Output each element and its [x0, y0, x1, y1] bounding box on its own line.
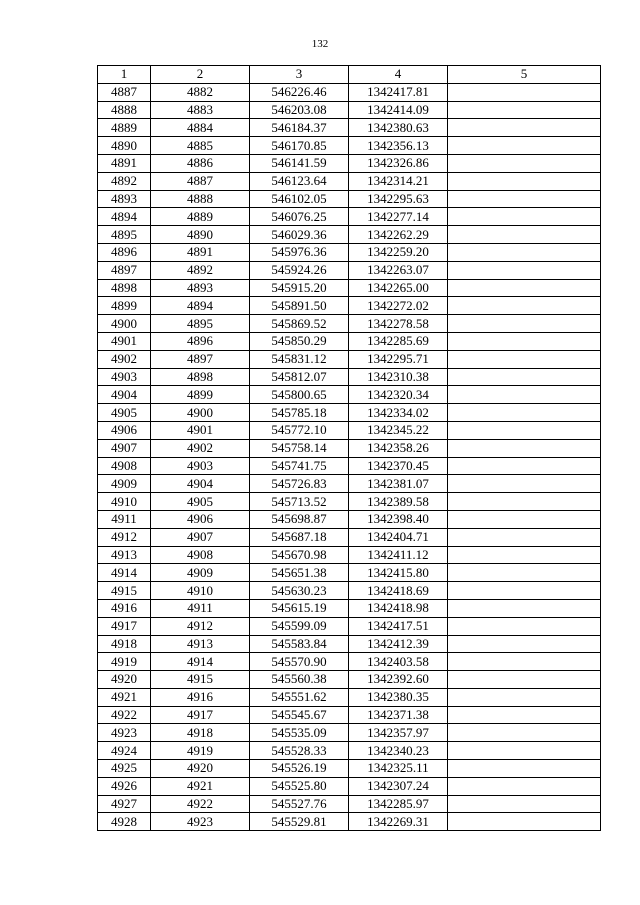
table-cell [448, 261, 601, 279]
table-cell: 545527.76 [250, 795, 349, 813]
table-cell [448, 243, 601, 261]
table-cell: 4916 [98, 599, 151, 617]
table-cell: 4920 [151, 760, 250, 778]
table-cell: 546226.46 [250, 83, 349, 101]
table-row [98, 101, 601, 119]
table-body [98, 83, 601, 830]
table-cell: 545800.65 [250, 386, 349, 404]
table-row [98, 208, 601, 226]
table-row [98, 243, 601, 261]
table-cell [448, 528, 601, 546]
table-row [98, 582, 601, 600]
table-cell: 545891.50 [250, 297, 349, 315]
table-cell: 545630.23 [250, 582, 349, 600]
table-cell [448, 795, 601, 813]
table-cell [448, 457, 601, 475]
table-cell: 545551.62 [250, 688, 349, 706]
table-cell: 4895 [98, 226, 151, 244]
table-cell: 4895 [151, 315, 250, 333]
table-cell: 4898 [151, 368, 250, 386]
table-cell [448, 760, 601, 778]
table-row [98, 724, 601, 742]
table-cell: 4912 [98, 528, 151, 546]
coordinates-table [97, 65, 601, 831]
table-cell: 545687.18 [250, 528, 349, 546]
table-row [98, 457, 601, 475]
table-cell: 4912 [151, 617, 250, 635]
table-cell: 1342418.98 [349, 599, 448, 617]
table-cell: 4900 [98, 315, 151, 333]
table-cell: 4884 [151, 119, 250, 137]
table-row [98, 404, 601, 422]
table-cell: 4906 [151, 510, 250, 528]
table-cell: 4925 [98, 760, 151, 778]
table-row [98, 297, 601, 315]
table-cell: 546141.59 [250, 154, 349, 172]
table-row [98, 510, 601, 528]
table-cell [448, 671, 601, 689]
table-row [98, 386, 601, 404]
table-cell [448, 208, 601, 226]
table-cell: 4922 [98, 706, 151, 724]
table-cell: 545528.33 [250, 742, 349, 760]
table-cell: 1342310.38 [349, 368, 448, 386]
table-row [98, 777, 601, 795]
table-cell [448, 297, 601, 315]
table-cell: 4923 [98, 724, 151, 742]
table-cell: 546076.25 [250, 208, 349, 226]
table-cell: 1342370.45 [349, 457, 448, 475]
table-cell: 1342392.60 [349, 671, 448, 689]
table-cell: 4883 [151, 101, 250, 119]
table-cell: 545545.67 [250, 706, 349, 724]
table-cell: 4916 [151, 688, 250, 706]
table-cell: 4922 [151, 795, 250, 813]
table-cell: 4913 [98, 546, 151, 564]
table-row [98, 439, 601, 457]
table-cell: 4921 [98, 688, 151, 706]
table-cell: 4910 [151, 582, 250, 600]
table-cell [448, 813, 601, 831]
table-cell [448, 742, 601, 760]
table-cell: 545741.75 [250, 457, 349, 475]
table-row [98, 475, 601, 493]
table-header-row [98, 66, 601, 84]
table-cell: 4919 [151, 742, 250, 760]
table-cell: 4903 [151, 457, 250, 475]
table-cell: 4918 [98, 635, 151, 653]
table-cell: 4911 [151, 599, 250, 617]
table-cell: 4889 [151, 208, 250, 226]
table-cell: 1342356.13 [349, 137, 448, 155]
table-cell: 4893 [151, 279, 250, 297]
table-cell: 546203.08 [250, 101, 349, 119]
table-cell [448, 617, 601, 635]
table-cell: 545772.10 [250, 421, 349, 439]
table-cell: 4902 [151, 439, 250, 457]
table-cell: 4923 [151, 813, 250, 831]
table-cell: 4899 [98, 297, 151, 315]
table-cell: 4927 [98, 795, 151, 813]
table-row [98, 190, 601, 208]
table-cell: 4905 [151, 493, 250, 511]
table-cell [448, 653, 601, 671]
table-row [98, 350, 601, 368]
table-cell: 4896 [98, 243, 151, 261]
column-header: 3 [250, 66, 349, 84]
table-cell [448, 386, 601, 404]
table-cell [448, 421, 601, 439]
table-cell: 4917 [151, 706, 250, 724]
table-row [98, 154, 601, 172]
table-cell [448, 706, 601, 724]
page-number: 132 [311, 38, 329, 50]
table-cell [448, 439, 601, 457]
table-cell: 4894 [98, 208, 151, 226]
table-cell: 545850.29 [250, 332, 349, 350]
table-cell: 4910 [98, 493, 151, 511]
table-row [98, 671, 601, 689]
table-row [98, 635, 601, 653]
table-row [98, 528, 601, 546]
table-row [98, 813, 601, 831]
table-cell: 4887 [98, 83, 151, 101]
table-cell: 1342404.71 [349, 528, 448, 546]
table-cell: 1342340.23 [349, 742, 448, 760]
table-cell [448, 599, 601, 617]
table-cell: 545713.52 [250, 493, 349, 511]
table-row [98, 795, 601, 813]
table-cell: 4911 [98, 510, 151, 528]
table-cell: 4908 [151, 546, 250, 564]
table-cell: 4890 [98, 137, 151, 155]
table-cell: 1342272.02 [349, 297, 448, 315]
table-cell: 545924.26 [250, 261, 349, 279]
table-cell: 1342381.07 [349, 475, 448, 493]
table-cell: 545869.52 [250, 315, 349, 333]
table-cell: 1342326.86 [349, 154, 448, 172]
table-row [98, 599, 601, 617]
table-cell: 545915.20 [250, 279, 349, 297]
table-row [98, 368, 601, 386]
table-cell [448, 475, 601, 493]
table-cell: 1342358.26 [349, 439, 448, 457]
table-cell [448, 172, 601, 190]
table-cell: 4888 [151, 190, 250, 208]
table-cell: 4926 [98, 777, 151, 795]
table-cell: 1342320.34 [349, 386, 448, 404]
table-cell: 1342262.29 [349, 226, 448, 244]
table-cell [448, 350, 601, 368]
table-cell: 545583.84 [250, 635, 349, 653]
table-cell: 1342380.63 [349, 119, 448, 137]
table-cell: 4891 [151, 243, 250, 261]
table-cell: 4915 [151, 671, 250, 689]
table-cell: 4921 [151, 777, 250, 795]
table-cell [448, 368, 601, 386]
table-row [98, 493, 601, 511]
table-cell: 1342412.39 [349, 635, 448, 653]
table-cell: 1342259.20 [349, 243, 448, 261]
table-cell: 1342325.11 [349, 760, 448, 778]
table-cell: 545831.12 [250, 350, 349, 368]
table-cell: 545670.98 [250, 546, 349, 564]
table-cell [448, 493, 601, 511]
table-cell: 4894 [151, 297, 250, 315]
table-cell: 4885 [151, 137, 250, 155]
table-row [98, 119, 601, 137]
table-row [98, 617, 601, 635]
table-cell: 4897 [98, 261, 151, 279]
table-cell: 1342414.09 [349, 101, 448, 119]
table-cell: 545525.80 [250, 777, 349, 795]
table-cell [448, 154, 601, 172]
table-cell: 545812.07 [250, 368, 349, 386]
table-cell: 546029.36 [250, 226, 349, 244]
table-cell: 4928 [98, 813, 151, 831]
table-cell [448, 119, 601, 137]
table-cell: 1342403.58 [349, 653, 448, 671]
table-cell: 4909 [98, 475, 151, 493]
table-cell: 4888 [98, 101, 151, 119]
column-header: 1 [98, 66, 151, 84]
table-cell [448, 226, 601, 244]
table-cell: 545529.81 [250, 813, 349, 831]
table-row [98, 653, 601, 671]
table-cell: 4914 [98, 564, 151, 582]
table-cell: 1342380.35 [349, 688, 448, 706]
table-cell: 4900 [151, 404, 250, 422]
table-cell [448, 279, 601, 297]
table-cell [448, 510, 601, 528]
table-cell: 4886 [151, 154, 250, 172]
column-header: 5 [448, 66, 601, 84]
table-cell [448, 724, 601, 742]
table-cell: 4924 [98, 742, 151, 760]
table-cell: 4903 [98, 368, 151, 386]
table-cell: 1342265.00 [349, 279, 448, 297]
table-cell [448, 101, 601, 119]
table-cell: 545535.09 [250, 724, 349, 742]
table-cell: 4899 [151, 386, 250, 404]
table-row [98, 706, 601, 724]
table-cell: 4906 [98, 421, 151, 439]
table-cell: 4891 [98, 154, 151, 172]
table-cell: 545726.83 [250, 475, 349, 493]
table-cell [448, 635, 601, 653]
table-cell: 1342295.71 [349, 350, 448, 368]
table-cell: 1342285.69 [349, 332, 448, 350]
table-cell: 1342415.80 [349, 564, 448, 582]
table-cell [448, 582, 601, 600]
table-cell: 1342357.97 [349, 724, 448, 742]
table-cell [448, 688, 601, 706]
table-row [98, 279, 601, 297]
table-row [98, 421, 601, 439]
table-cell: 545526.19 [250, 760, 349, 778]
table-cell: 4907 [151, 528, 250, 546]
table-cell: 4915 [98, 582, 151, 600]
table-cell: 1342295.63 [349, 190, 448, 208]
table-cell: 4909 [151, 564, 250, 582]
table-row [98, 261, 601, 279]
table-cell: 545560.38 [250, 671, 349, 689]
table-cell: 1342277.14 [349, 208, 448, 226]
table-cell: 1342285.97 [349, 795, 448, 813]
table-row [98, 83, 601, 101]
table-cell: 4882 [151, 83, 250, 101]
table-cell: 1342263.07 [349, 261, 448, 279]
table-cell: 1342417.81 [349, 83, 448, 101]
table-cell: 4892 [98, 172, 151, 190]
table-cell [448, 83, 601, 101]
table-cell: 4907 [98, 439, 151, 457]
table-cell: 4897 [151, 350, 250, 368]
table-cell [448, 332, 601, 350]
table-cell: 1342278.58 [349, 315, 448, 333]
table-cell: 4905 [98, 404, 151, 422]
table-cell [448, 564, 601, 582]
table-row [98, 564, 601, 582]
table-cell: 546102.05 [250, 190, 349, 208]
table-cell: 546123.64 [250, 172, 349, 190]
table-cell: 4902 [98, 350, 151, 368]
table-cell: 545570.90 [250, 653, 349, 671]
table-cell [448, 190, 601, 208]
table-cell: 1342345.22 [349, 421, 448, 439]
table-cell: 4920 [98, 671, 151, 689]
table-cell: 546184.37 [250, 119, 349, 137]
column-header: 4 [349, 66, 448, 84]
table-cell: 1342398.40 [349, 510, 448, 528]
table-cell: 4904 [151, 475, 250, 493]
table-cell: 1342417.51 [349, 617, 448, 635]
table-cell [448, 404, 601, 422]
table-cell [448, 777, 601, 795]
table-cell: 4890 [151, 226, 250, 244]
table-cell: 4901 [98, 332, 151, 350]
table-cell: 1342307.24 [349, 777, 448, 795]
table-row [98, 742, 601, 760]
table-cell: 1342314.21 [349, 172, 448, 190]
table-cell: 4889 [98, 119, 151, 137]
table-cell [448, 137, 601, 155]
table-cell: 4917 [98, 617, 151, 635]
table-cell: 4896 [151, 332, 250, 350]
table-cell: 4887 [151, 172, 250, 190]
column-header: 2 [151, 66, 250, 84]
table-cell: 545698.87 [250, 510, 349, 528]
table-cell: 1342371.38 [349, 706, 448, 724]
table-cell: 4919 [98, 653, 151, 671]
table-cell: 4914 [151, 653, 250, 671]
table-cell [448, 546, 601, 564]
table-cell: 545599.09 [250, 617, 349, 635]
table-row [98, 137, 601, 155]
table-cell: 4908 [98, 457, 151, 475]
table-cell: 4913 [151, 635, 250, 653]
table-cell: 545758.14 [250, 439, 349, 457]
table-row [98, 226, 601, 244]
table-row [98, 332, 601, 350]
table-cell: 4904 [98, 386, 151, 404]
table-row [98, 760, 601, 778]
table-cell: 4901 [151, 421, 250, 439]
table-row [98, 172, 601, 190]
table-cell: 1342334.02 [349, 404, 448, 422]
table-cell: 1342389.58 [349, 493, 448, 511]
table-cell: 4898 [98, 279, 151, 297]
table-cell: 545615.19 [250, 599, 349, 617]
table-cell: 546170.85 [250, 137, 349, 155]
table-cell: 1342269.31 [349, 813, 448, 831]
table-cell: 4892 [151, 261, 250, 279]
table-cell: 545651.38 [250, 564, 349, 582]
table-cell: 545785.18 [250, 404, 349, 422]
table-cell: 545976.36 [250, 243, 349, 261]
table-row [98, 315, 601, 333]
table-cell: 1342418.69 [349, 582, 448, 600]
table-cell: 4918 [151, 724, 250, 742]
table-cell [448, 315, 601, 333]
table-cell: 1342411.12 [349, 546, 448, 564]
table-row [98, 546, 601, 564]
table-row [98, 688, 601, 706]
table-cell: 4893 [98, 190, 151, 208]
